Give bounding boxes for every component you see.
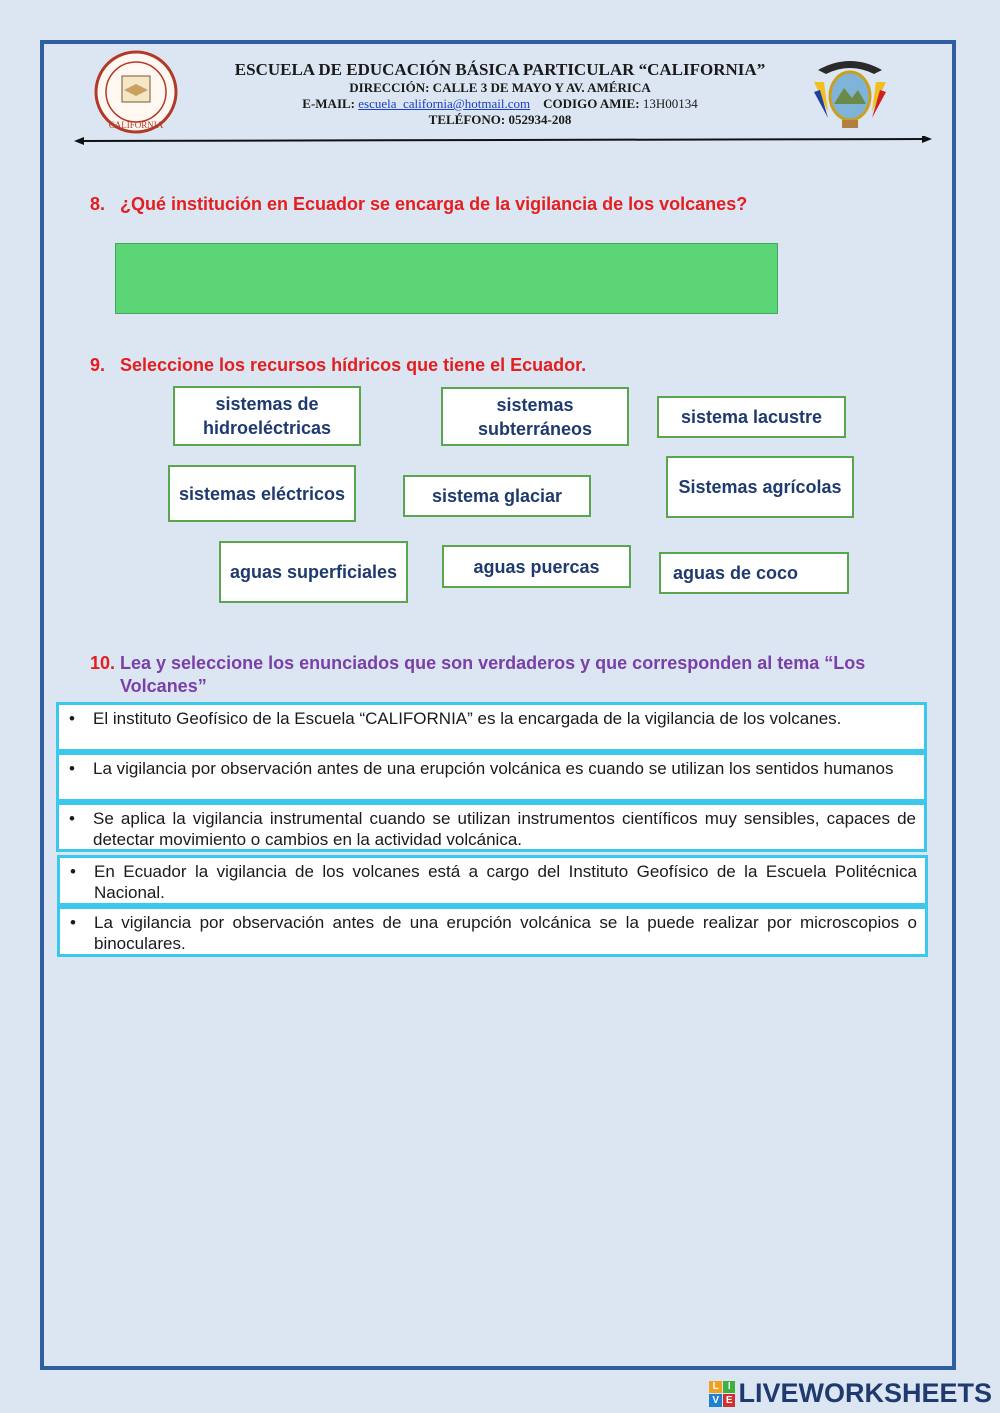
- school-address: DIRECCIÓN: CALLE 3 DE MAYO Y AV. AMÉRICA: [349, 80, 651, 95]
- school-seal-logo: [92, 50, 180, 134]
- amie-code: 13H00134: [642, 96, 698, 111]
- question-10-text: Lea y seleccione los enunciados que son verdaderos y que corresponden al tema “Los Volcanes”: [120, 653, 866, 696]
- school-contact: [180, 96, 820, 112]
- statement-2[interactable]: [56, 752, 927, 802]
- option-glaciar[interactable]: sistema glaciar: [403, 475, 591, 517]
- statement-3[interactable]: [56, 802, 927, 852]
- email-label: E-MAIL:: [302, 96, 355, 111]
- statement-5[interactable]: [57, 906, 928, 957]
- bullet-icon: •: [69, 709, 75, 728]
- statement-4[interactable]: [57, 855, 928, 906]
- ecuador-crest-logo: [808, 52, 892, 132]
- statement-5-text: La vigilancia por observación antes de una erupción volcánica se la puede realizar por microscopios o binoculares.: [94, 913, 917, 953]
- option-puercas[interactable]: aguas puercas: [442, 545, 631, 588]
- liveworksheets-logo-icon: L I V E: [709, 1381, 735, 1407]
- phone-label: TELÉFONO: 0: [428, 112, 515, 127]
- statement-1[interactable]: [56, 702, 927, 752]
- option-coco[interactable]: aguas de coco: [659, 552, 849, 594]
- liveworksheets-brand[interactable]: [709, 1378, 992, 1409]
- question-8-answer-field[interactable]: [115, 243, 778, 314]
- school-name: ESCUELA DE EDUCACIÓN BÁSICA PARTICULAR “CALIFORNIA”: [234, 60, 766, 79]
- amie-label: CODIGO AMIE:: [543, 96, 640, 111]
- statement-2-text: La vigilancia por observación antes de una erupción volcánica es cuando se utilizan los sentidos humanos: [93, 759, 894, 778]
- statement-3-text: Se aplica la vigilancia instrumental cuando se utilizan instrumentos científicos muy sensibles, capaces de detectar movimiento o cambios en la actividad volcánica.: [93, 809, 916, 849]
- bullet-icon: •: [69, 759, 75, 778]
- bullet-icon: •: [69, 809, 75, 828]
- question-8-number: 8.: [90, 194, 106, 214]
- statement-4-text: En Ecuador la vigilancia de los volcanes está a cargo del Instituto Geofísico de la Escuela Politécnica Nacional.: [94, 862, 917, 902]
- question-8: [90, 194, 747, 215]
- option-agricolas[interactable]: Sistemas agrícolas: [666, 456, 854, 518]
- email-link[interactable]: escuela_california@hotmail.com: [358, 96, 531, 111]
- brand-text: LIVEWORKSHEETS: [738, 1378, 992, 1408]
- phone-number: 52934-208: [514, 112, 572, 127]
- option-superficiales[interactable]: aguas superficiales: [219, 541, 408, 603]
- statement-1-text: El instituto Geofísico de la Escuela “CALIFORNIA” es la encargada de la vigilancia de los volcanes.: [93, 709, 842, 728]
- question-8-text: ¿Qué institución en Ecuador se encarga de la vigilancia de los volcanes?: [120, 194, 748, 214]
- school-phone: [180, 112, 820, 128]
- question-9-text: Seleccione los recursos hídricos que tiene el Ecuador.: [120, 355, 587, 375]
- question-9: [90, 355, 586, 376]
- header-divider-arrow: [74, 136, 932, 146]
- option-electricos[interactable]: sistemas eléctricos: [168, 465, 356, 522]
- question-10: [90, 652, 950, 696]
- option-lacustre[interactable]: sistema lacustre: [657, 396, 846, 438]
- bullet-icon: •: [70, 913, 76, 932]
- option-hidroelectricas[interactable]: sistemas de hidroeléctricas: [173, 386, 361, 446]
- option-subterraneos[interactable]: sistemas subterráneos: [441, 387, 629, 446]
- bullet-icon: •: [70, 862, 76, 881]
- seal-text: CALIFORNIA: [108, 120, 164, 130]
- question-9-number: 9.: [90, 355, 106, 375]
- school-header: [180, 60, 820, 128]
- question-10-number: 10.: [90, 653, 116, 673]
